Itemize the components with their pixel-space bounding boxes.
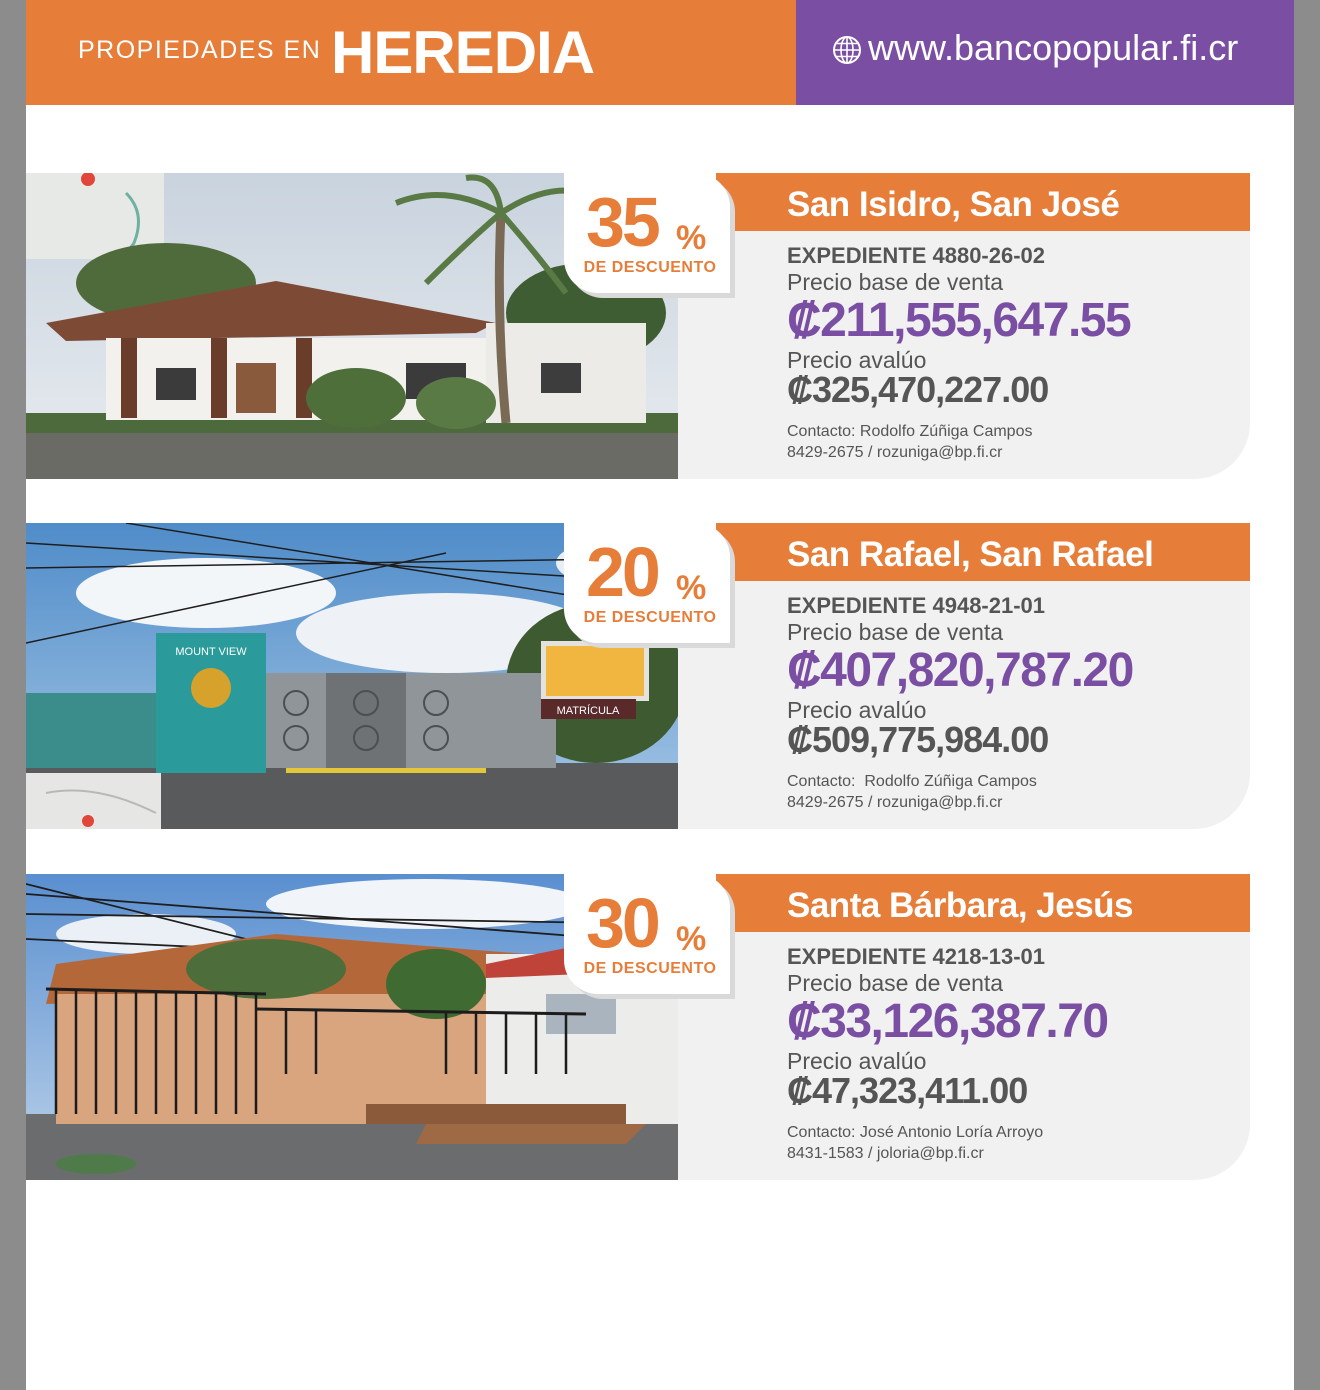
header-city: HEREDIA: [331, 19, 595, 86]
expediente-2: EXPEDIENTE 4948-21-01: [787, 593, 1046, 618]
globe-icon: [832, 35, 862, 65]
website-link[interactable]: www.bancopopular.fi.cr: [868, 27, 1239, 68]
discount-badge-2: [564, 523, 730, 643]
header-url-bar: [796, 0, 1294, 105]
discount-badge-1: [564, 173, 730, 293]
property-location-1: San Isidro, San José: [787, 185, 1120, 224]
base-price-label-1: Precio base de venta: [787, 269, 1004, 295]
base-price-3: ₡33,126,387.70: [787, 995, 1108, 1048]
contact-1: [787, 421, 1032, 463]
discount-badge-3: [564, 874, 730, 994]
discount-label-3: DE DESCUENTO: [583, 960, 717, 977]
contact-details-1[interactable]: 8429-2675 / rozuniga@bp.fi.cr: [787, 444, 1003, 461]
appraisal-label-1: Precio avalúo: [787, 347, 927, 373]
base-price-1: ₡211,555,647.55: [787, 294, 1131, 347]
appraisal-label-2: Precio avalúo: [787, 697, 927, 723]
svg-text:MATRÍCULA: MATRÍCULA: [556, 705, 620, 717]
appraisal-price-3: ₡47,323,411.00: [787, 1070, 1028, 1111]
contact-details-2[interactable]: 8429-2675 / rozuniga@bp.fi.cr: [787, 794, 1003, 811]
property-location-3: Santa Bárbara, Jesús: [787, 886, 1134, 925]
appraisal-price-2: ₡509,775,984.00: [787, 719, 1049, 760]
property-card-1: [26, 173, 1252, 479]
discount-label-1: DE DESCUENTO: [583, 259, 717, 276]
appraisal-label-3: Precio avalúo: [787, 1048, 927, 1074]
header-prefix: PROPIEDADES EN: [78, 36, 322, 64]
base-price-label-3: Precio base de venta: [787, 970, 1004, 996]
expediente-3: EXPEDIENTE 4218-13-01: [787, 944, 1046, 969]
property-card-3: [26, 874, 1252, 1180]
contact-name-1: Contacto: Rodolfo Zúñiga Campos: [787, 423, 1033, 440]
base-price-2: ₡407,820,787.20: [787, 644, 1133, 697]
percent-sign-1: %: [676, 219, 707, 257]
base-price-label-2: Precio base de venta: [787, 619, 1004, 645]
discount-value-3: 30: [586, 884, 658, 962]
property-card-2: [26, 523, 1252, 829]
discount-value-1: 35: [586, 183, 658, 261]
contact-3: [787, 1122, 1043, 1164]
contact-name-2: Contacto: Rodolfo Zúñiga Campos: [787, 773, 1037, 790]
contact-name-3: Contacto: José Antonio Loría Arroyo: [787, 1124, 1044, 1141]
header-title-bar: [26, 0, 796, 105]
percent-sign-2: %: [676, 569, 707, 607]
expediente-1: EXPEDIENTE 4880-26-02: [787, 243, 1046, 268]
discount-label-2: DE DESCUENTO: [583, 609, 717, 626]
flyer-page: [26, 0, 1294, 1390]
percent-sign-3: %: [676, 920, 707, 958]
discount-value-2: 20: [586, 533, 658, 611]
contact-details-3[interactable]: 8431-1583 / joloria@bp.fi.cr: [787, 1145, 984, 1162]
svg-text:MOUNT VIEW: MOUNT VIEW: [175, 646, 247, 658]
contact-2: [787, 771, 1037, 813]
property-location-2: San Rafael, San Rafael: [787, 535, 1154, 574]
appraisal-price-1: ₡325,470,227.00: [787, 369, 1049, 410]
